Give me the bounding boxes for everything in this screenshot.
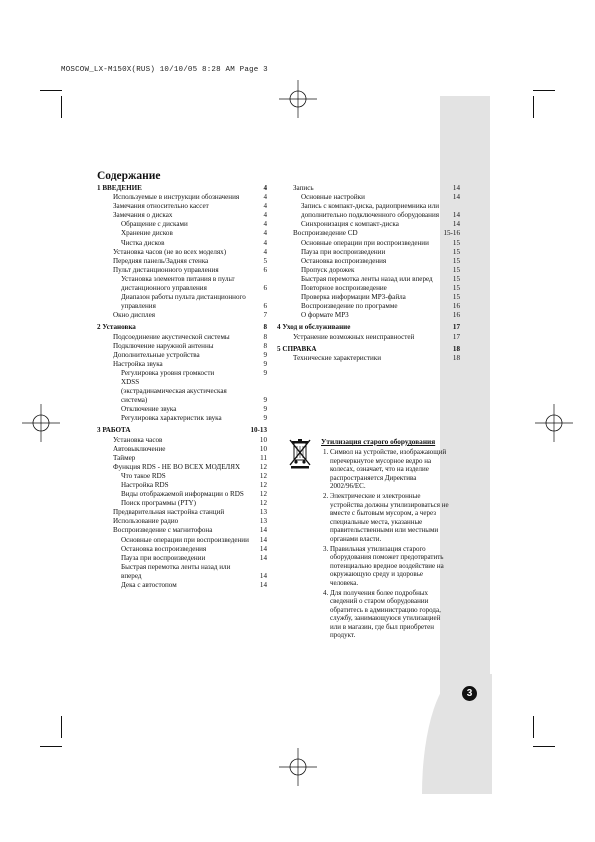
toc-entry-title: Автовыключение: [113, 444, 166, 453]
toc-entry-page: 12: [259, 481, 267, 489]
toc-entry[interactable]: [277, 354, 460, 363]
toc-entry-page: 10: [259, 435, 267, 444]
page-title: Содержание: [97, 170, 161, 182]
toc-entry-page: 17: [452, 332, 460, 341]
toc-entry[interactable]: [97, 481, 267, 490]
toc-entry-title: 2 Установка: [97, 323, 136, 332]
toc-entry-page: 14: [452, 211, 460, 220]
toc-entry-page: 5: [263, 256, 267, 265]
toc-entry-page: 14: [452, 220, 460, 229]
toc-entry-title: Воспроизведение с магнитофона: [113, 526, 213, 535]
toc-entry[interactable]: [97, 414, 267, 423]
toc-entry-page: 6: [263, 265, 267, 274]
crop-mark: [533, 716, 534, 738]
toc-entry[interactable]: [97, 202, 267, 211]
toc-entry-page: 14: [259, 553, 267, 562]
toc-entry-page: 14: [452, 184, 460, 192]
toc-entry-title: Окно дисплея: [113, 311, 155, 320]
crop-mark: [61, 716, 62, 738]
toc-entry-page: 14: [259, 571, 267, 580]
toc-entry[interactable]: [97, 563, 267, 581]
toc-entry[interactable]: [277, 266, 460, 275]
toc-entry-page: 6: [263, 284, 267, 293]
toc-entry[interactable]: [277, 184, 460, 193]
registration-mark-left: [20, 402, 62, 444]
toc-entry-title: Быстрая перемотка ленты назад или вперед: [301, 274, 433, 283]
toc-entry-title: Замечания относительно кассет: [113, 202, 209, 211]
toc-entry-page: 7: [263, 311, 267, 320]
toc-entry-page: 10: [259, 444, 267, 453]
disposal-item: 4. Для получения более подробных сведений о старом оборудовании обратитесь в администрацию города, службу, занимающуюся утилизацией или в магазин, где был приобретен продукт.: [330, 589, 450, 641]
toc-entry[interactable]: [277, 193, 460, 202]
toc-entry-page: 15: [452, 265, 460, 274]
toc-entry-page: 15: [452, 274, 460, 283]
toc-entry-page: 18: [452, 344, 460, 353]
toc-column-left: [97, 184, 267, 590]
toc-entry-page: 14: [259, 544, 267, 553]
toc-entry-title: Остановка воспроизведения: [121, 544, 207, 553]
toc-entry[interactable]: [97, 229, 267, 238]
toc-entry-page: 4: [263, 202, 267, 211]
toc-entry-title: Запись: [293, 184, 314, 192]
toc-entry-page: 9: [263, 414, 267, 423]
crop-mark: [40, 90, 62, 91]
toc-entry-title: Дополнительные устройства: [113, 350, 200, 359]
toc-section[interactable]: [97, 323, 267, 332]
toc-entry[interactable]: [277, 311, 460, 320]
toc-entry-title: 4 Уход и обслуживание: [277, 323, 351, 332]
toc-entry-page: 14: [452, 193, 460, 202]
toc-entry-page: 16: [452, 311, 460, 320]
toc-entry-title: О формате MP3: [301, 311, 349, 320]
toc-entry[interactable]: [97, 360, 267, 369]
toc-entry-title: Таймер: [113, 453, 136, 462]
toc-entry-title: Основные настройки: [301, 193, 365, 202]
toc-entry-page: 4: [263, 193, 267, 202]
print-slug: MOSCOW_LX-M150X(RUS) 10/10/05 8:28 AM Page 3: [61, 66, 268, 74]
toc-entry-title: Синхронизация с компакт-диска: [301, 220, 399, 229]
toc-entry[interactable]: [97, 499, 267, 508]
toc-entry[interactable]: [97, 311, 267, 320]
toc-entry-page: 9: [263, 350, 267, 359]
crop-mark: [533, 96, 534, 118]
toc-entry-title: Пауза при воспроизведении: [121, 553, 206, 562]
toc-entry-page: 4: [263, 229, 267, 238]
toc-entry-page: 14: [259, 535, 267, 544]
toc-entry-page: 8: [263, 341, 267, 350]
toc-entry-page: 4: [263, 247, 267, 256]
toc-entry-page: 15: [452, 293, 460, 302]
toc-entry-title: Пауза при воспроизведении: [301, 247, 386, 256]
crop-mark: [40, 746, 62, 747]
toc-entry-title: Подключение наружной антенны: [113, 341, 214, 350]
toc-entry-title: Использование радио: [113, 517, 179, 526]
toc-entry-page: 14: [259, 526, 267, 535]
toc-entry[interactable]: [97, 490, 267, 499]
toc-entry[interactable]: [277, 202, 460, 220]
toc-entry-title: Быстрая перемотка ленты назад или вперед: [121, 562, 231, 580]
toc-entry-title: Поиск программы (PTY): [121, 499, 196, 508]
toc-entry-title: Диапазон работы пульта дистанционного управления: [121, 293, 246, 311]
toc-entry[interactable]: [97, 211, 267, 220]
toc-entry-title: Чистка дисков: [121, 238, 165, 247]
crop-mark: [61, 96, 62, 118]
toc-entry[interactable]: [97, 445, 267, 454]
toc-entry-title: Виды отображаемой информации о RDS: [121, 490, 244, 499]
toc-entry-page: 15: [452, 284, 460, 293]
toc-section[interactable]: [277, 323, 460, 332]
registration-mark-right: [533, 402, 575, 444]
toc-entry-page: 15: [452, 256, 460, 265]
page-number-badge: 3: [462, 686, 477, 701]
toc-entry[interactable]: [97, 545, 267, 554]
toc-entry-title: Передняя панель/Задняя стенка: [113, 256, 209, 265]
toc-entry-page: 9: [263, 368, 267, 377]
toc-entry-title: Повторное воспроизведение: [301, 284, 387, 293]
toc-column-right: [277, 184, 460, 363]
toc-entry-title: Воспроизведение CD: [293, 229, 358, 238]
toc-entry-page: 15: [452, 247, 460, 256]
toc-entry-title: Отключение звука: [121, 405, 177, 414]
toc-entry[interactable]: [97, 333, 267, 342]
toc-entry[interactable]: [97, 536, 267, 545]
toc-entry-title: Установка элементов питания в пульт дистанционного управления: [121, 274, 235, 293]
toc-entry[interactable]: [97, 581, 267, 590]
toc-entry[interactable]: [97, 239, 267, 248]
toc-entry[interactable]: [97, 554, 267, 563]
toc-entry-title: Основные операции при воспроизведении: [121, 535, 249, 544]
toc-entry-title: Основные операции при воспроизведении: [301, 238, 429, 247]
toc-entry[interactable]: [97, 454, 267, 463]
toc-entry-title: Предварительная настройка станций: [113, 508, 225, 517]
toc-entry-page: 12: [259, 462, 267, 471]
toc-entry-page: 8: [263, 323, 267, 332]
toc-entry[interactable]: [97, 387, 267, 405]
toc-entry-page: 11: [260, 453, 267, 462]
toc-entry-page: 9: [263, 405, 267, 414]
toc-entry-page: 15: [452, 238, 460, 247]
toc-entry[interactable]: [97, 463, 267, 472]
toc-entry-title: 5 СПРАВКА: [277, 344, 317, 353]
toc-entry[interactable]: [277, 248, 460, 257]
toc-entry[interactable]: [277, 302, 460, 311]
toc-entry-title: Что такое RDS: [121, 471, 166, 480]
toc-entry[interactable]: [97, 193, 267, 202]
toc-entry-title: Функция RDS - НЕ ВО ВСЕХ МОДЕЛЯХ: [113, 462, 241, 471]
toc-entry[interactable]: [277, 229, 460, 238]
toc-entry-page: 13: [259, 508, 267, 517]
toc-entry-title: Воспроизведение по программе: [301, 302, 398, 311]
toc-entry[interactable]: [277, 220, 460, 229]
toc-entry-title: Подсоединение акустической системы: [113, 332, 230, 341]
toc-entry-title: Пропуск дорожек: [301, 265, 355, 274]
toc-entry-page: 16: [452, 302, 460, 311]
disposal-item: 1. Символ на устройстве, изображающий перечеркнутое мусорное ведро на колесах, означает, что на изделие распространяется Директива 2002/96/EC.: [330, 448, 450, 491]
toc-entry-title: Установка часов (не во всех моделях): [113, 247, 227, 256]
toc-entry-page: 9: [263, 396, 267, 405]
toc-entry-title: Регулировка характеристик звука: [121, 414, 222, 423]
toc-entry-title: Проверка информации MP3-файла: [301, 293, 406, 302]
toc-entry[interactable]: [97, 342, 267, 351]
toc-entry[interactable]: [277, 239, 460, 248]
toc-entry[interactable]: [97, 257, 267, 266]
toc-entry-title: 3 РАБОТА: [97, 426, 131, 435]
toc-section[interactable]: [277, 345, 460, 354]
toc-entry-title: Устранение возможных неисправностей: [293, 332, 415, 341]
toc-entry-page: 4: [263, 220, 267, 229]
toc-entry[interactable]: [97, 405, 267, 414]
toc-entry-title: Обращение с дисками: [121, 220, 188, 229]
toc-entry[interactable]: [97, 248, 267, 257]
toc-entry-page: 12: [259, 471, 267, 480]
toc-entry-title: Технические характеристики: [293, 353, 381, 362]
toc-entry[interactable]: [277, 275, 460, 284]
toc-entry[interactable]: [97, 220, 267, 229]
toc-entry-page: 4: [263, 238, 267, 247]
toc-entry-page: 12: [259, 490, 267, 499]
crossed-bin-icon: [288, 437, 312, 469]
toc-entry-page: 14: [259, 581, 267, 590]
toc-entry-page: 10-13: [250, 426, 267, 435]
toc-entry-title: Замечания о дисках: [113, 211, 173, 220]
disposal-list: [318, 448, 450, 641]
toc-entry[interactable]: [97, 351, 267, 360]
toc-entry[interactable]: [97, 266, 267, 275]
toc-entry-title: Пульт дистанционного управления: [113, 265, 219, 274]
toc-entry-page: 17: [452, 323, 460, 332]
toc-entry-title: Настройка RDS: [121, 481, 169, 489]
toc-entry-title: Остановка воспроизведения: [301, 256, 387, 265]
toc-section[interactable]: [97, 426, 267, 435]
crop-mark: [533, 746, 555, 747]
toc-entry-page: 15-16: [443, 229, 460, 238]
toc-entry[interactable]: [97, 436, 267, 445]
toc-entry-title: (экстрадинамическая акустическая система): [121, 387, 227, 405]
toc-entry-title: Запись с компакт-диска, радиоприемника или дополнительно подключенного оборудования: [301, 202, 440, 220]
toc-entry-page: 4: [263, 184, 267, 192]
toc-entry-title: 1 ВВЕДЕНИЕ: [97, 184, 142, 192]
toc-entry-title: Хранение дисков: [121, 229, 173, 238]
registration-mark-bottom: [277, 746, 319, 788]
toc-entry-page: 18: [452, 353, 460, 362]
toc-entry[interactable]: [97, 517, 267, 526]
toc-entry-title: Регулировка уровня громкости: [121, 368, 215, 377]
toc-entry-title: Используемые в инструкции обозначения: [113, 193, 240, 202]
toc-entry[interactable]: [97, 526, 267, 535]
toc-entry[interactable]: [97, 508, 267, 517]
toc-section[interactable]: [97, 184, 267, 193]
toc-entry[interactable]: [97, 293, 267, 311]
disposal-item: 2. Электрические и электронные устройства должны утилизироваться не вместе с бытовым мусором, а через специальные места, указанные правительственными или местными органами власти.: [330, 492, 450, 544]
disposal-heading: Утилизация старого оборудования: [321, 437, 436, 446]
disposal-item: 3. Правильная утилизация старого оборудования поможет предотвратить потенциально вредное воздействие на окружающую среду и здоровье человека.: [330, 545, 450, 588]
toc-entry[interactable]: [97, 369, 267, 378]
toc-entry-page: 4: [263, 211, 267, 220]
toc-entry[interactable]: [97, 275, 267, 293]
toc-entry-title: Настройка звука: [113, 359, 163, 368]
toc-entry[interactable]: [97, 378, 267, 387]
toc-entry-page: 8: [263, 332, 267, 341]
toc-entry[interactable]: [277, 257, 460, 266]
toc-entry-page: 9: [263, 359, 267, 368]
toc-entry-page: 12: [259, 499, 267, 508]
crop-mark: [533, 90, 555, 91]
toc-entry-title: Дека с автостопом: [121, 581, 177, 590]
toc-entry[interactable]: [277, 284, 460, 293]
toc-entry-title: XDSS: [121, 377, 140, 386]
toc-entry[interactable]: [97, 472, 267, 481]
toc-entry-page: 13: [259, 517, 267, 526]
toc-entry[interactable]: [277, 293, 460, 302]
toc-entry[interactable]: [277, 333, 460, 342]
registration-mark-top: [277, 78, 319, 120]
toc-entry-page: 6: [263, 302, 267, 311]
toc-entry-title: Установка часов: [113, 435, 163, 444]
